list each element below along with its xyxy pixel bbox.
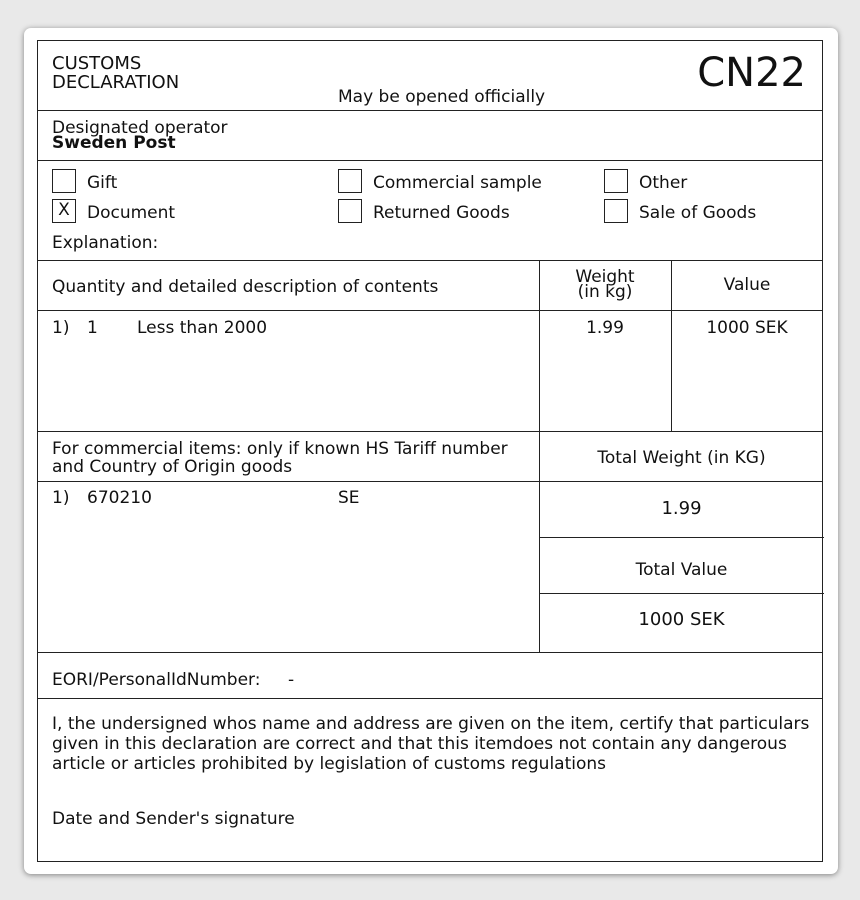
row-value: 1000 SEK: [706, 318, 788, 338]
divider: [38, 431, 822, 432]
value-header: Value: [723, 275, 771, 295]
total-weight-value: 1.99: [661, 498, 702, 519]
divider: [38, 652, 822, 653]
country-of-origin: SE: [338, 488, 360, 508]
column-divider: [671, 260, 672, 432]
contents-description-header: Quantity and detailed description of contents: [52, 277, 439, 297]
form-code: CN22: [697, 50, 806, 96]
header-section: [38, 41, 822, 111]
total-value-amount: 1000 SEK: [638, 609, 725, 630]
row-quantity: 1: [87, 318, 98, 338]
certification-line3: article or articles prohibited by legislation of customs regulations: [52, 754, 607, 774]
signature-label: Date and Sender's signature: [52, 809, 295, 829]
divider: [539, 593, 824, 594]
other-label: Other: [639, 173, 688, 193]
eori-value: -: [288, 670, 295, 690]
weight-header-line1: Weight: [575, 267, 635, 287]
total-weight-label: Total Weight (in KG): [597, 448, 766, 468]
weight-header-line2: (in kg): [577, 282, 633, 302]
sale-of-goods-label: Sale of Goods: [639, 203, 757, 223]
cn22-form: [37, 40, 823, 862]
divider: [38, 260, 822, 261]
operator-section: [38, 111, 822, 161]
explanation-label: Explanation:: [52, 233, 159, 253]
document-label: Document: [87, 203, 176, 223]
commercial-header-line2: and Country of Origin goods: [52, 457, 293, 477]
commercial-sample-checkbox[interactable]: [338, 169, 362, 193]
row-description: Less than 2000: [137, 318, 268, 338]
returned-goods-label: Returned Goods: [373, 203, 510, 223]
row-weight: 1.99: [586, 318, 624, 338]
operator-label: Designated operator: [52, 118, 228, 138]
divider: [38, 310, 822, 311]
gift-label: Gift: [87, 173, 118, 193]
divider: [38, 698, 822, 699]
eori-label: EORI/PersonalIdNumber:: [52, 670, 261, 690]
commercial-sample-label: Commercial sample: [373, 173, 542, 193]
commercial-row-index: 1): [52, 488, 70, 508]
row-index: 1): [52, 318, 70, 338]
certification-line1: I, the undersigned whos name and address are given on the item, certify that particulars: [52, 714, 810, 734]
sale-of-goods-checkbox[interactable]: [604, 199, 628, 223]
hs-tariff-number: 670210: [87, 488, 152, 508]
returned-goods-checkbox[interactable]: [338, 199, 362, 223]
total-value-label: Total Value: [635, 560, 728, 580]
other-checkbox[interactable]: [604, 169, 628, 193]
commercial-header-line1: For commercial items: only if known HS Tariff number: [52, 439, 508, 459]
operator-name: Sweden Post: [52, 133, 176, 153]
document-checkbox[interactable]: X: [52, 199, 76, 223]
form-title-line1: CUSTOMS: [52, 53, 142, 74]
column-divider: [539, 260, 540, 432]
category-section: [38, 161, 822, 261]
form-title-line2: DECLARATION: [52, 72, 180, 93]
gift-checkbox[interactable]: [52, 169, 76, 193]
certification-line2: given in this declaration are correct and that this itemdoes not contain any dangerous: [52, 734, 787, 754]
column-divider: [539, 431, 540, 652]
opened-officially-note: May be opened officially: [338, 87, 546, 107]
divider: [539, 537, 824, 538]
divider: [38, 481, 822, 482]
